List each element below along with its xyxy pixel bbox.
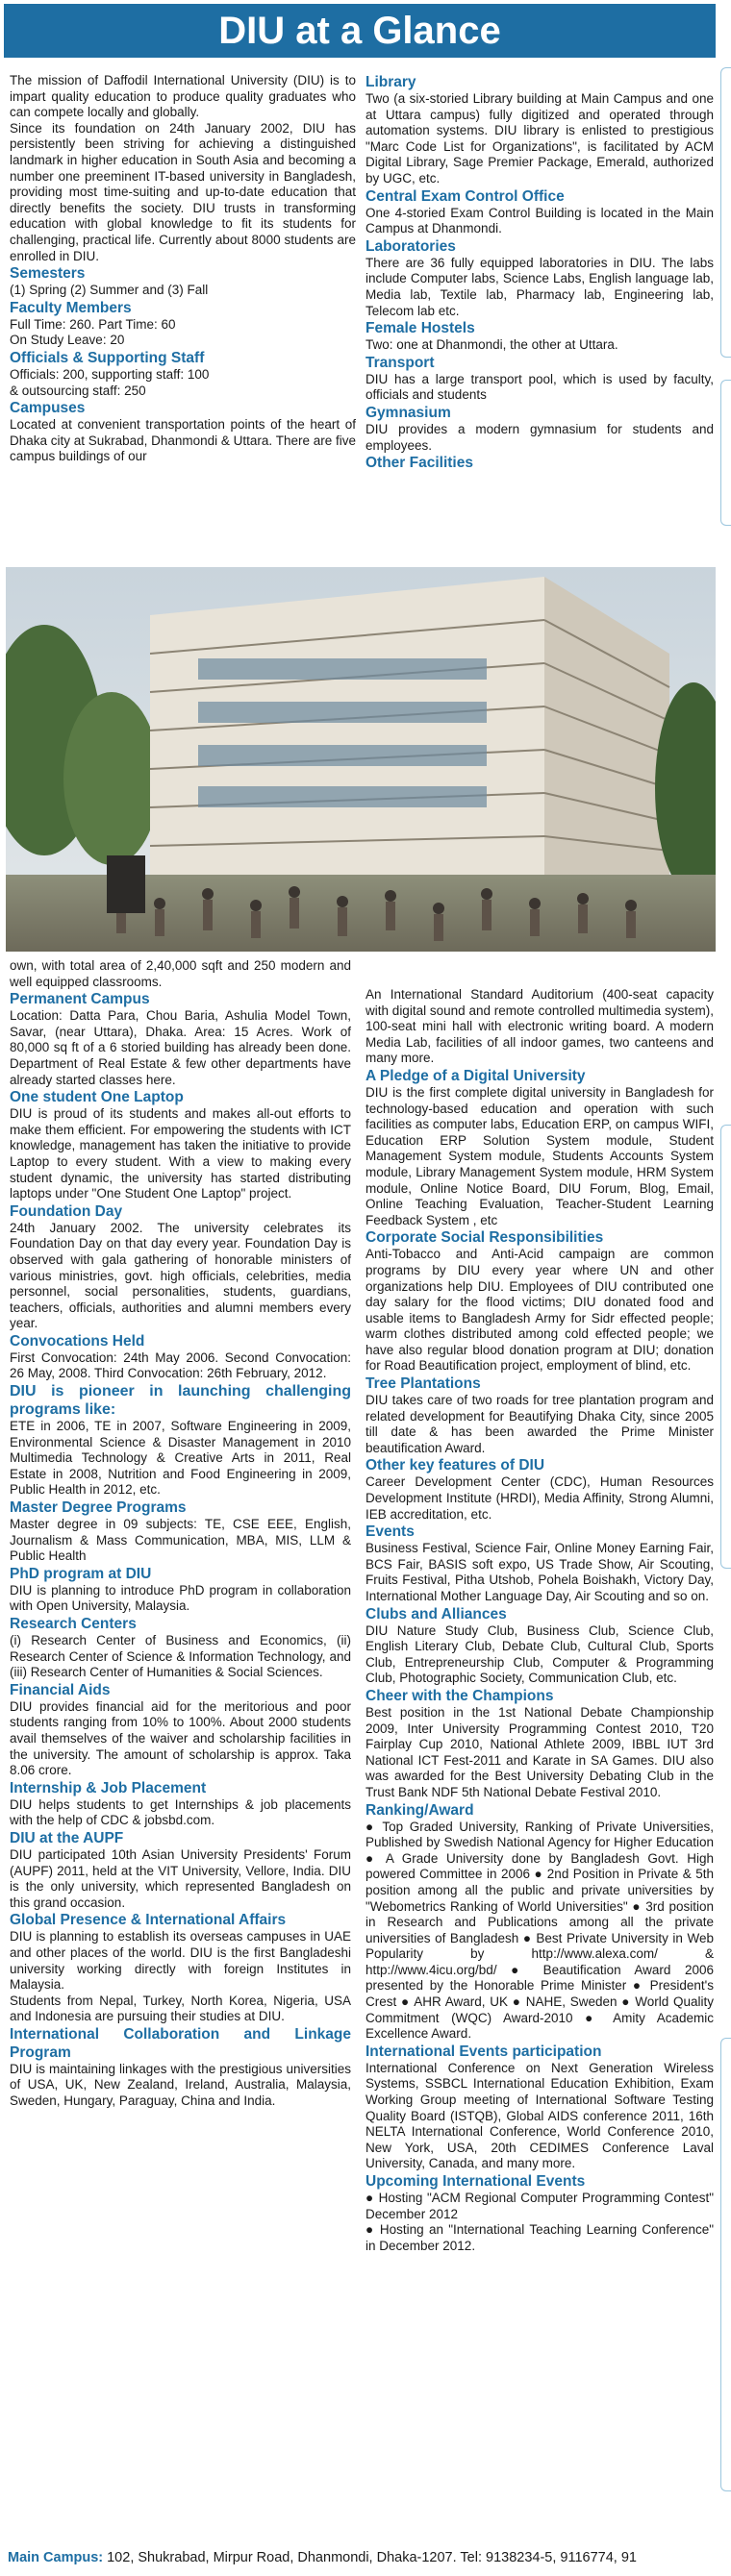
paragraph: Officials: 200, supporting staff: 100 <box>10 366 210 382</box>
section-heading: Officials & Supporting Staff <box>10 349 205 366</box>
section-heading: Events <box>366 1523 415 1541</box>
section-heading: Clubs and Alliances <box>366 1605 507 1622</box>
paragraph: International Conference on Next Generation Wireless Systems, SSBCL International Education Exhibition, Exam Working Group meeting of International Software Testing Quality Board (ISTQB), Global AIDS conference 2011, 16th NELTA International Conference, World Conference 2010, New York, USA, 20th CEDIMES Conference Laval University, Canada, and many more. <box>366 2060 714 2171</box>
section-heading: A Pledge of a Digital University <box>366 1067 586 1084</box>
column-3 <box>10 958 351 2110</box>
section-heading: Library <box>366 74 416 90</box>
paragraph: Best position in the 1st National Debate Championship 2009, Inter University Programming Contest 2010, T20 Fairplay Cup 2010, National Athlete 2009, IBBL IUT 3rd National ICT Fest-2011 and Karate in SA Games. DIU also was awarded for the Best University Debating Club in the Trust Bank NDF 5th National Debate Festival 2010. <box>366 1704 714 1799</box>
section-heading: Cheer with the Champions <box>366 1687 554 1704</box>
edge-tab <box>720 380 731 526</box>
paragraph: & outsourcing staff: 250 <box>10 383 146 398</box>
paragraph: ● Hosting an "International Teaching Learning Conference" in December 2012. <box>366 2222 714 2253</box>
paragraph: DIU is proud of its students and makes all-out efforts to make them efficient. For empowering the students with ICT knowledge, management has taken the initiative to provide Laptop to every student. With a view to making every student dynamic, the university has started distributing laptops under "One Student One Laptop" project. <box>10 1106 351 1201</box>
paragraph: DIU participated 10th Asian University Presidents' Forum (AUPF) 2011, held at the VIT University, Vellore, India. DIU is the only university, which represented Bangladesh on this grand occasion. <box>10 1846 351 1910</box>
section-heading: Financial Aids <box>10 1681 111 1698</box>
section-heading: Female Hostels <box>366 320 475 337</box>
right-edge-tabs <box>718 0 731 2538</box>
paragraph: DIU has a large transport pool, which is used by faculty, officials and students <box>366 371 714 403</box>
paragraph: There are 36 fully equipped laboratories in DIU. The labs include Computer labs, Science Labs, English language lab, Media lab, Textile lab, Pharmacy lab, Engineering lab, Telecom lab etc. <box>366 255 714 318</box>
paragraph: DIU provides financial aid for the meritorious and poor students ranging from 10% to 100%. About 2000 students avail themselves of the waiver and scholarship facilities in the university. The amount of scholarship is approx. Taka 8.06 crore. <box>10 1698 351 1778</box>
column-2 <box>366 73 714 472</box>
paragraph: DIU is maintaining linkages with the prestigious universities of USA, UK, New Zealand, Ireland, Australia, Malaysia, Sweden, Hungary, Paraguay, China and India. <box>10 2061 351 2109</box>
paragraph: (1) Spring (2) Summer and (3) Fall <box>10 283 209 298</box>
paragraph: ETE in 2006, TE in 2007, Software Engineering in 2009, Environmental Science & Disaster Management in 2010 Multimedia Technology & Creative Arts in 2011, Real Estate in 2008, Nutrition and Food Engineering in 2009, Public Health in 2012, etc. <box>10 1419 351 1498</box>
footer-address <box>0 2539 731 2576</box>
paragraph: ● Hosting "ACM Regional Computer Programming Contest" December 2012 <box>366 2191 714 2221</box>
paragraph: Business Festival, Science Fair, Online Money Earning Fair, BCS Fair, BASIS soft expo, US Trade Show, Air Scouting, Fruits Festival, Pitha Utshob, Pohela Boishakh, Victory Day, International Mother Language Day, Air Scouting and so on. <box>366 1541 714 1603</box>
paragraph: Career Development Center (CDC), Human Resources Development Institute (HRDI), Media Affinity, Strong Alumni, IEB accreditation, etc. <box>366 1474 714 1522</box>
section-heading: Upcoming International Events <box>366 2173 586 2190</box>
section-heading: Ranking/Award <box>366 1801 474 1819</box>
section-heading: International Collaboration and Linkage Program <box>10 2025 351 2061</box>
section-heading: DIU at the AUPF <box>10 1829 124 1846</box>
edge-tab <box>720 67 731 358</box>
section-heading: Global Presence & International Affairs <box>10 1912 287 1929</box>
paragraph: The mission of Daffodil International University (DIU) is to impart quality education to produce quality graduates who can compete locally and globally. <box>10 73 356 120</box>
section-heading: Faculty Members <box>10 299 132 316</box>
section-heading: Gymnasium <box>366 404 451 421</box>
paragraph: Full Time: 260. Part Time: 60 <box>10 316 176 332</box>
paragraph: DIU Nature Study Club, Business Club, Science Club, English Literary Club, Debate Club, Cultural Club, Sports Club, Entrepreneurship Club, Computer & Programming Club, Photographic Society, Communication Club, etc. <box>366 1622 714 1686</box>
paragraph: DIU is the first complete digital university in Bangladesh for technology-based education and operation with such facilities as computer labs, Education ERP, on campus WIFI, Education ERP Solution System module, Student Management System module, Students Accounts System module, Library Management System module, HRM System module, Online Notice Board, DIU Forum, Blog, Email, Online Teaching Evaluation, Teacher-Student Learning Feedback System , etc <box>366 1084 714 1227</box>
section-heading: Master Degree Programs <box>10 1499 187 1517</box>
paragraph: DIU is planning to introduce PhD program in collaboration with Open University, Malaysia. <box>10 1582 351 1614</box>
paragraph: 24th January 2002. The university celebrates its Foundation Day on that day every year. Foundation Day is observed with gala gathering of honorable ministers of various ministries, govt. high officials, celebrities, media personnel, social personalities, students, guardians, teachers, officials, authorities and alumni members every year. <box>10 1220 351 1331</box>
paragraph: Students from Nepal, Turkey, North Korea, Nigeria, USA and Indonesia are pursuing their studies at DIU. <box>10 1993 351 2024</box>
section-heading: Tree Plantations <box>366 1375 481 1393</box>
edge-tab <box>720 1125 731 1569</box>
paragraph: Anti-Tobacco and Anti-Acid campaign are common programs by DIU every year where UN and other organizations help DIU. Employees of DIU contributed one day salary for the flood victims; DIU donated food and usable items to Bangladesh Army for Sidr effected people; warm clothes distributed among cold effected people; we have also regular blood donation program at DIU; donation for Road Beautification project, employment of blind, etc. <box>366 1247 714 1374</box>
paragraph: First Convocation: 24th May 2006. Second Convocation: 26 May, 2008. Third Convocation: 26th February, 2012. <box>10 1350 351 1381</box>
paragraph: (i) Research Center of Business and Economics, (ii) Research Center of Science & Information Technology, and (iii) Research Center of Humanities & Social Sciences. <box>10 1633 351 1680</box>
paragraph: DIU takes care of two roads for tree plantation program and related development for Beautifying Dhaka City, since 2005 till date & has been awarded the Prime Minister beautification Award. <box>366 1393 714 1455</box>
paragraph: Location: Datta Para, Chou Baria, Ashulia Model Town, Savar, (near Uttara), Dhaka. Area: 15 Acres. Work of 80,000 sq ft of a 6 storied building has already been done. Department of Real Estate & few other departments have already started classes here. <box>10 1008 351 1087</box>
paragraph: Two (a six-storied Library building at Main Campus and one at Uttara campus) fully digitized and operated through automation systems. DIU library is enlisted to prestigious "Marc Code List for Organizations", is facilitated by ACM Digital Library, Sage Premier Package, Emerald, authorized by UGC, etc. <box>366 91 714 186</box>
section-heading: DIU is pioneer in launching challenging programs like: <box>10 1383 351 1419</box>
section-heading: Other Facilities <box>366 455 473 472</box>
section-heading: One student One Laptop <box>10 1089 184 1106</box>
paragraph: Since its foundation on 24th January 2002, DIU has persistently been striving for achieving a distinguished landmark in higher education in South Asia and becoming a number one preeminent IT-based university in Bangladesh, providing most time-suiting and up-to-date education that directly benefits the society. DIU trusts in transforming education with global knowledge to fit its students for challenging, practical life. Currently about 8000 students are enrolled in DIU. <box>10 120 356 263</box>
section-heading: Laboratories <box>366 237 456 255</box>
paragraph: ● Top Graded University, Ranking of Private Universities, Published by Swedish National Agency for Higher Education ● A Grade University done by Bangladesh Govt. High powered Committee in 2006 ● 2nd Position in Private & 5th position among all the public and private universities by "Webometrics Ranking of World Universities" ● 3rd position in Research and Publications among all the private universities of Bangladesh ● Best Private University in Web Popularity by http://www.alexa.com/ & http://www.4icu.org/bd/ ● Beautification Award 2006 presented by the Honorable Prime Minister ● President's Crest ● AHR Award, UK ● NAHE, Sweden ● World Quality Commitment (WQC) Award-2010 ● Amity Academic Excellence Award. <box>366 1819 714 2042</box>
paragraph: Located at convenient transportation points of the heart of Dhaka city at Sukrabad, Dhanmondi & Uttara. There are five campus buildings of our <box>10 417 356 464</box>
footer-label: Main Campus: <box>8 2550 104 2565</box>
column-4 <box>366 987 714 2254</box>
column-1 <box>10 73 356 465</box>
paragraph: One 4-storied Exam Control Building is located in the Main Campus at Dhanmondi. <box>366 205 714 236</box>
paragraph: DIU provides a modern gymnasium for students and employees. <box>366 421 714 453</box>
paragraph: DIU helps students to get Internships & job placements with the help of CDC & jobsbd.com. <box>10 1796 351 1828</box>
section-heading: Transport <box>366 354 435 371</box>
section-heading: Foundation Day <box>10 1202 123 1220</box>
section-heading: Internship & Job Placement <box>10 1779 207 1796</box>
page-title: DIU at a Glance <box>4 4 716 58</box>
campus-building-photo <box>6 567 716 952</box>
section-heading: International Events participation <box>366 2043 602 2060</box>
paragraph: Master degree in 09 subjects: TE, CSE EEE, English, Journalism & Mass Communication, MBA, MIS, LLM & Public Health <box>10 1517 351 1564</box>
section-heading: Corporate Social Responsibilities <box>366 1229 604 1247</box>
section-heading: Other key features of DIU <box>366 1457 545 1474</box>
edge-tab <box>720 2038 731 2491</box>
section-heading: Research Centers <box>10 1616 137 1632</box>
paragraph: On Study Leave: 20 <box>10 333 125 348</box>
section-heading: Central Exam Control Office <box>366 187 565 205</box>
section-heading: Convocations Held <box>10 1332 145 1350</box>
section-heading: PhD program at DIU <box>10 1565 152 1582</box>
paragraph: DIU is planning to establish its overseas campuses in UAE and other places of the world. DIU is the first Bangladeshi university working directly with foreign Institutes in Malaysia. <box>10 1929 351 1993</box>
section-heading: Permanent Campus <box>10 991 150 1008</box>
paragraph: An International Standard Auditorium (400-seat capacity with digital sound and remote controlled multimedia system), 100-seat mini hall with electronic writing board. A modern Media Lab, facilities of all indoor games, two canteens and many more. <box>366 987 714 1066</box>
footer-text: 102, Shukrabad, Mirpur Road, Dhanmondi, Dhaka-1207. Tel: 9138234-5, 9116774, 91 <box>103 2550 637 2565</box>
section-heading: Campuses <box>10 400 86 417</box>
paragraph: Two: one at Dhanmondi, the other at Uttara. <box>366 337 618 353</box>
section-heading: Semesters <box>10 265 86 283</box>
paragraph: own, with total area of 2,40,000 sqft and 250 modern and well equipped classrooms. <box>10 958 351 989</box>
